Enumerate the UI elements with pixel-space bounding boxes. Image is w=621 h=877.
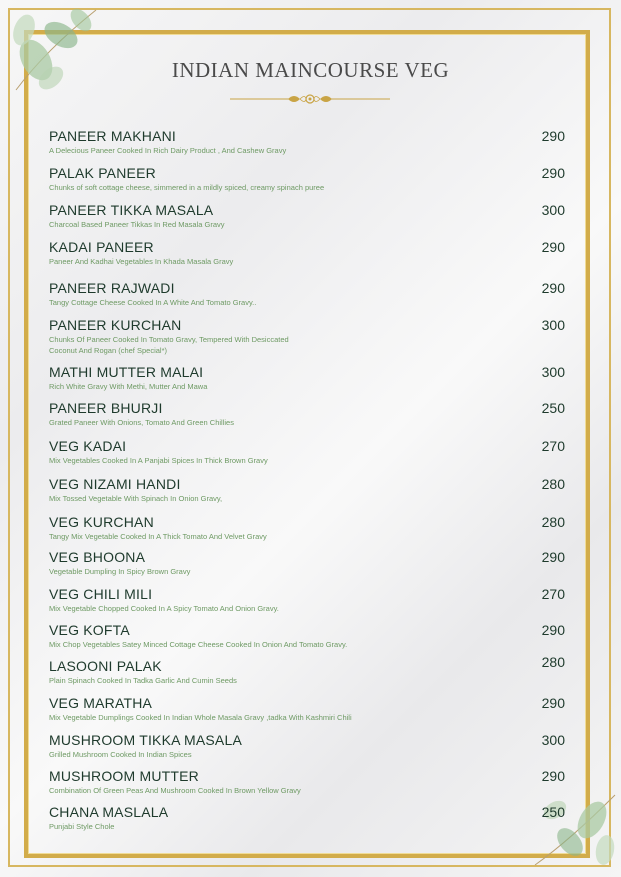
item-price: 290 xyxy=(541,280,565,296)
item-name: CHANA MASLALA xyxy=(49,804,169,820)
item-price: 250 xyxy=(541,804,565,820)
item-price: 280 xyxy=(541,476,565,492)
item-description: Paneer And Kadhai Vegetables In Khada Masala Gravy xyxy=(49,257,234,266)
item-name: MUSHROOM MUTTER xyxy=(49,768,199,784)
item-description: Grilled Mushroom Cooked In Indian Spices xyxy=(49,750,192,759)
item-name: PANEER BHURJI xyxy=(49,400,163,416)
item-price: 280 xyxy=(541,654,565,670)
item-name: PANEER MAKHANI xyxy=(49,128,177,144)
item-description: Punjabi Style Chole xyxy=(49,822,115,831)
item-price: 300 xyxy=(541,364,565,380)
item-price: 290 xyxy=(541,768,565,784)
item-price: 270 xyxy=(541,438,565,454)
item-description: Chunks of soft cottage cheese, simmered in a mildly spiced, creamy spinach puree xyxy=(49,183,325,192)
item-price: 290 xyxy=(541,128,565,144)
item-name: VEG BHOONA xyxy=(49,549,146,565)
item-description: Vegetable Dumpling In Spicy Brown Gravy xyxy=(49,567,191,576)
item-name: LASOONI PALAK xyxy=(49,658,162,674)
item-name: MATHI MUTTER MALAI xyxy=(49,364,204,380)
gold-ornament-divider xyxy=(230,92,390,106)
item-price: 290 xyxy=(541,549,565,565)
item-price: 290 xyxy=(541,165,565,181)
item-name: PANEER TIKKA MASALA xyxy=(49,202,214,218)
item-name: VEG CHILI MILI xyxy=(49,586,153,602)
item-description: A Delecious Paneer Cooked In Rich Dairy Product , And Cashew Gravy xyxy=(49,146,287,155)
item-price: 290 xyxy=(541,695,565,711)
item-description: Chunks Of Paneer Cooked In Tomato Gravy, Tempered With Desiccated Coconut And Rogan (chef Special*) xyxy=(49,335,289,355)
item-price: 250 xyxy=(541,400,565,416)
item-description: Plain Spinach Cooked In Tadka Garlic And Cumin Seeds xyxy=(49,676,237,685)
item-price: 300 xyxy=(541,732,565,748)
item-price: 280 xyxy=(541,514,565,530)
menu-title: INDIAN MAINCOURSE VEG xyxy=(171,58,450,82)
item-name: KADAI PANEER xyxy=(49,239,154,255)
item-description: Rich White Gravy With Methi, Mutter And Mawa xyxy=(49,382,208,391)
item-price: 300 xyxy=(541,317,565,333)
item-price: 290 xyxy=(541,622,565,638)
item-description: Charcoal Based Paneer Tikkas In Red Masala Gravy xyxy=(49,220,225,229)
item-price: 270 xyxy=(541,586,565,602)
item-description: Mix Vegetables Cooked In A Panjabi Spices In Thick Brown Gravy xyxy=(49,456,268,465)
item-name: VEG MARATHA xyxy=(49,695,153,711)
item-name: VEG KADAI xyxy=(49,438,127,454)
item-name: VEG KOFTA xyxy=(49,622,130,638)
item-name: PANEER RAJWADI xyxy=(49,280,175,296)
item-name: VEG NIZAMI HANDI xyxy=(49,476,181,492)
item-description: Mix Chop Vegetables Satey Minced Cottage Cheese Cooked In Onion And Tomato Gravy. xyxy=(49,640,348,649)
item-description: Tangy Cottage Cheese Cooked In A White And Tomato Gravy.. xyxy=(49,298,257,307)
item-name: PALAK PANEER xyxy=(49,165,156,181)
item-description: Tangy Mix Vegetable Cooked In A Thick Tomato And Velvet Gravy xyxy=(49,532,267,541)
item-description: Mix Vegetable Dumplings Cooked In Indian Whole Masala Gravy ,tadka With Kashmiri Chili xyxy=(49,713,352,722)
leaf-branch-icon xyxy=(530,780,620,875)
item-description: Grated Paneer With Onions, Tomato And Green Chillies xyxy=(49,418,234,427)
item-description: Mix Tossed Vegetable With Spinach In Onion Gravy, xyxy=(49,494,223,503)
item-price: 290 xyxy=(541,239,565,255)
item-name: MUSHROOM TIKKA MASALA xyxy=(49,732,242,748)
item-name: PANEER KURCHAN xyxy=(49,317,182,333)
item-price: 300 xyxy=(541,202,565,218)
item-description: Mix Vegetable Chopped Cooked In A Spicy Tomato And Onion Gravy. xyxy=(49,604,279,613)
item-description: Combination Of Green Peas And Mushroom Cooked In Brown Yellow Gravy xyxy=(49,786,301,795)
item-name: VEG KURCHAN xyxy=(49,514,154,530)
